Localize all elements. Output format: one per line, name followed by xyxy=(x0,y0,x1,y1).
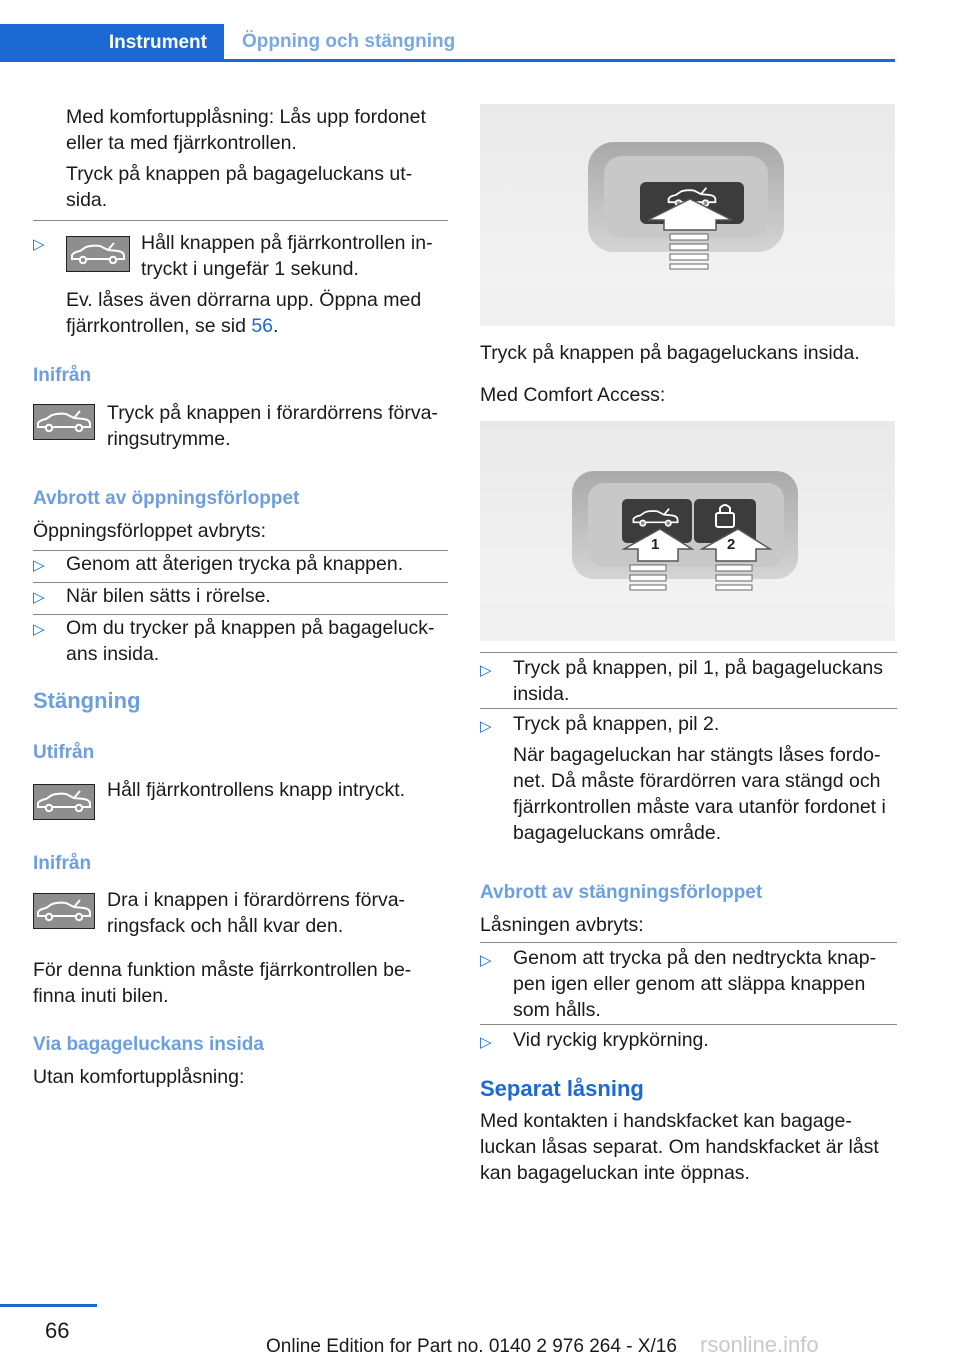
list-item: Om du trycker på knappen på bagageluck-ans insida. xyxy=(66,617,435,665)
remote-hold-text: Håll knappen på fjärrkontrollen in-tryckt i ungefär 1 sekund. xyxy=(141,232,433,280)
paragraph-doors-unlock: Ev. låses även dörrarna upp. Öppna med fjärrkontrollen, se sid 56. xyxy=(66,289,422,337)
triangle-right-icon: ▷ xyxy=(480,662,492,679)
caption-press-inside: Tryck på knappen på bagageluckans insida. xyxy=(480,342,860,364)
car-trunk-open-icon xyxy=(33,784,95,820)
comfort-access-label: Med Comfort Access: xyxy=(480,384,666,406)
heading-separat-lasning: Separat låsning xyxy=(480,1076,644,1101)
triangle-right-icon: ▷ xyxy=(480,952,492,969)
tab-instrument[interactable]: Instrument xyxy=(0,24,224,62)
heading-via-insida: Via bagageluckans insida xyxy=(33,1034,264,1055)
heading-utifran: Utifrån xyxy=(33,742,95,763)
list-item: När bilen sätts i rörelse. xyxy=(66,585,271,607)
heading-stangning: Stängning xyxy=(33,688,141,713)
heading-avbrott-stangning: Avbrott av stängningsförloppet xyxy=(480,882,763,903)
car-trunk-open-icon xyxy=(33,404,95,440)
list-item: Genom att återigen trycka på knappen. xyxy=(66,553,404,575)
edition-text: Online Edition for Part no. 0140 2 976 264 - X/16 xyxy=(266,1336,677,1357)
car-trunk-open-icon xyxy=(66,236,130,272)
separat-text: Med kontakten i handskfacket kan bagage-luckan låsas separat. Om handskfacket är låst kan bagageluckan inte öppnas. xyxy=(480,1110,879,1184)
paragraph-comfort-unlock: Med komfortupplåsning: Lås upp fordonet eller ta med fjärrkontrollen. xyxy=(66,106,426,154)
paragraph-function-requirement: För denna funktion måste fjärrkontrollen be-finna inuti bilen. xyxy=(33,959,412,1007)
separator xyxy=(480,1024,897,1025)
utifran-text: Håll fjärrkontrollens knapp intryckt. xyxy=(107,779,406,801)
separator xyxy=(33,220,448,221)
page-link-56[interactable]: 56 xyxy=(251,315,274,337)
lock-note: När bagageluckan har stängts låses fordo-net. Då måste förardörren vara stängd och fjärrkontrollen måste vara utanför fordonet i bagageluckans område. xyxy=(513,744,886,844)
list-item: Tryck på knappen, pil 1, på bagageluckans insida. xyxy=(513,657,884,705)
car-trunk-open-icon xyxy=(33,893,95,929)
separator xyxy=(480,652,897,653)
arrow-label-2: 2 xyxy=(727,536,736,553)
tab-oppning-och-stangning[interactable]: Öppning och stängning xyxy=(242,30,456,52)
header-bar xyxy=(0,0,895,62)
heading-avbrott-oppning: Avbrott av öppningsförloppet xyxy=(33,488,300,509)
heading-inifran: Inifrån xyxy=(33,365,92,386)
inifran-2-text: Dra i knappen i förardörrens förva-ringsfack och håll kvar den. xyxy=(107,889,406,937)
header-rule xyxy=(0,59,895,62)
avbrott-open-intro: Öppningsförloppet avbryts: xyxy=(33,520,267,542)
footer-rule xyxy=(0,1304,97,1307)
driver-door-button-text: Tryck på knappen i förardörrens förva-ringsutrymme. xyxy=(107,402,438,450)
triangle-right-icon: ▷ xyxy=(480,718,492,735)
separator xyxy=(480,708,897,709)
triangle-right-icon: ▷ xyxy=(33,557,45,574)
triangle-right-icon: ▷ xyxy=(33,621,45,638)
arrow-label-1: 1 xyxy=(651,536,660,553)
paragraph-press-outside: Tryck på knappen på bagageluckans ut-sida. xyxy=(66,163,413,211)
triangle-right-icon: ▷ xyxy=(480,1034,492,1051)
photo-comfort-access-buttons xyxy=(480,421,895,641)
heading-inifran: Inifrån xyxy=(33,853,92,874)
list-item: Vid ryckig krypkörning. xyxy=(513,1029,709,1051)
triangle-right-icon: ▷ xyxy=(33,589,45,606)
list-item: Tryck på knappen, pil 2. xyxy=(513,713,720,735)
list-item: Genom att trycka på den nedtryckta knap-pen igen eller genom att släppa knappen som hålls. xyxy=(513,947,877,1021)
avbrott-close-intro: Låsningen avbryts: xyxy=(480,914,644,936)
photo-trunk-inside-button xyxy=(480,104,895,326)
page-number: 66 xyxy=(45,1318,70,1343)
via-text: Utan komfortupplåsning: xyxy=(33,1066,245,1088)
watermark: rsonline.info xyxy=(700,1332,819,1357)
triangle-right-icon: ▷ xyxy=(33,236,45,253)
separator xyxy=(480,942,897,943)
